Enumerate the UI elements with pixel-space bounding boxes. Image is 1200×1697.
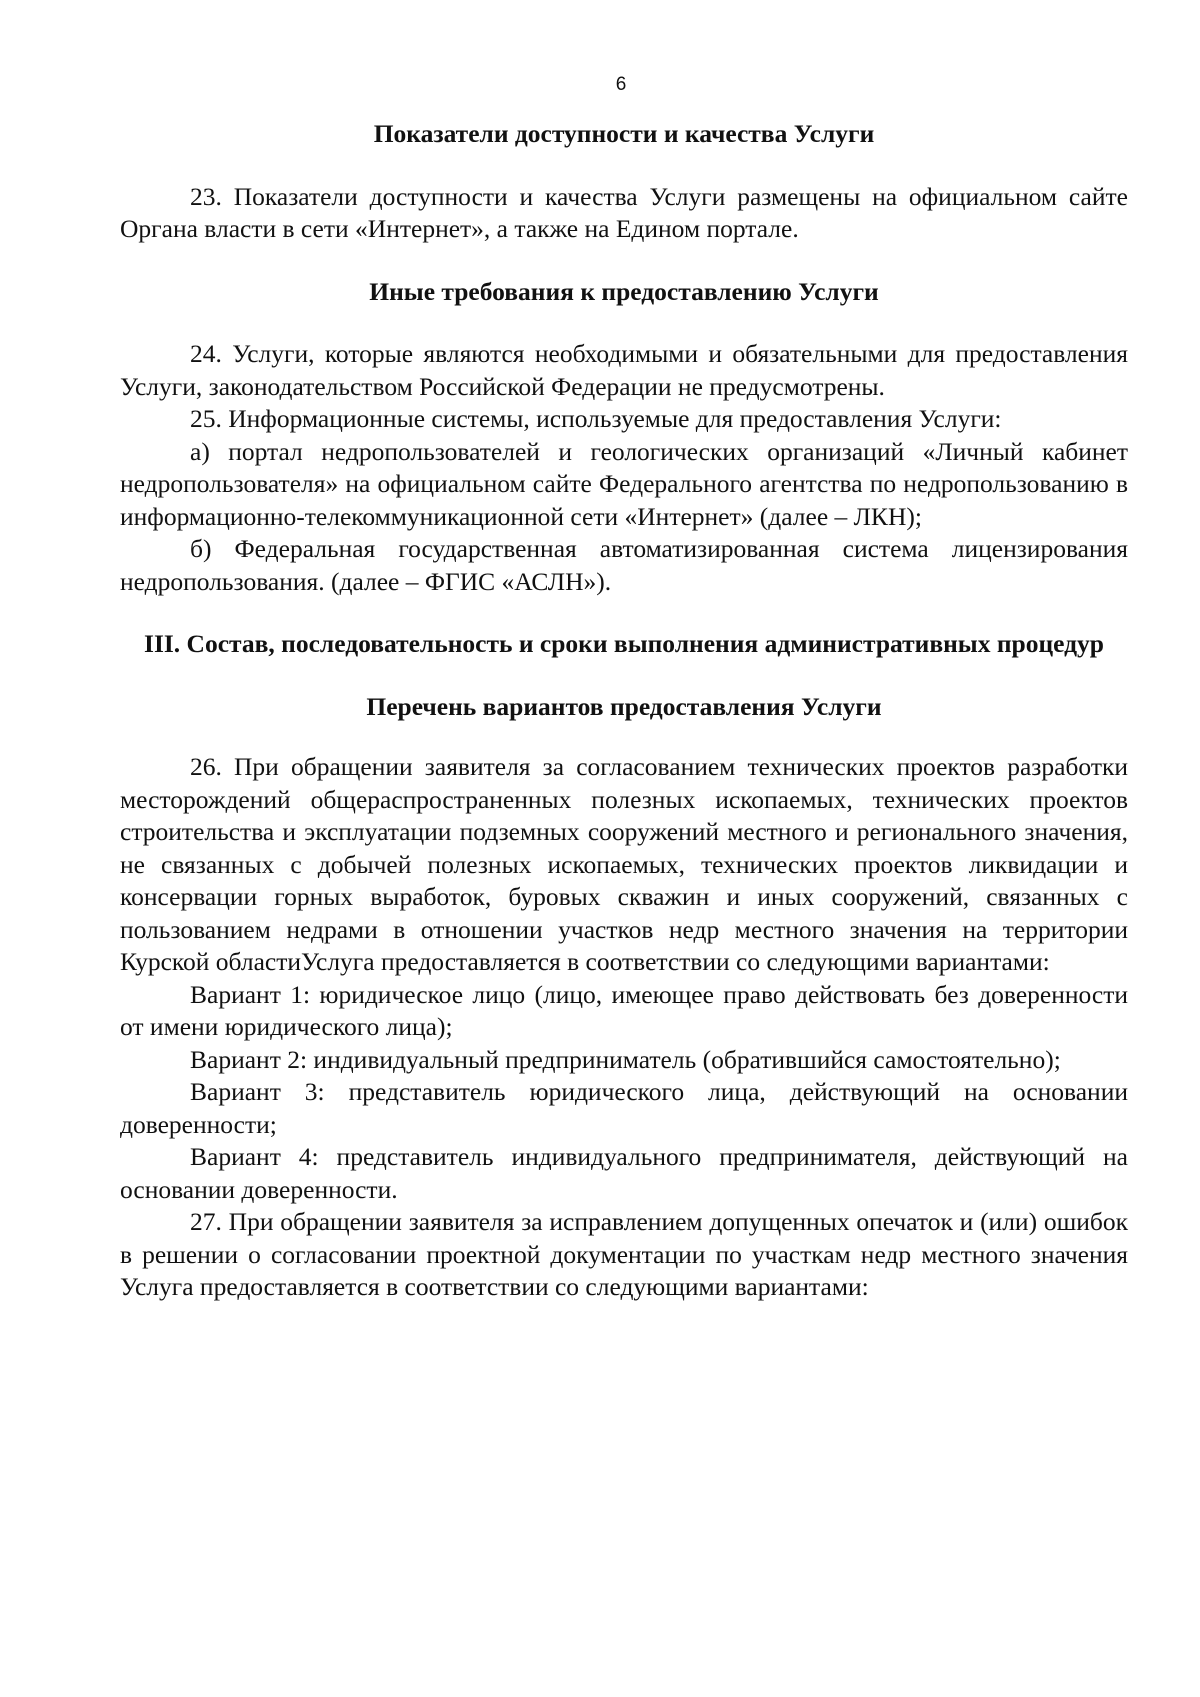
paragraph-23: 23. Показатели доступности и качества Услуги размещены на официальном сайте Органа власти в сети «Интернет», а также на Едином портале. [120,181,1128,243]
paragraph-27: 27. При обращении заявителя за исправлением допущенных опечаток и (или) ошибок в решении о согласовании проектной документации по участкам недр местного значения Услуга предоставляется в соответствии со следующими вариантами: [120,1207,1128,1301]
page-number: 6 [615,74,627,95]
paragraph-24: 24. Услуги, которые являются необходимыми и обязательными для предоставления Услуги, законодательством Российской Федерации не предусмотрены. [120,339,1128,401]
paragraph-25a: а) портал недропользователей и геологических организаций «Личный кабинет недропользователя» на официальном сайте Федерального агентства по недропользованию в информационно-телекоммуникационной сети «Интернет» (далее – ЛКН); [120,436,1128,531]
paragraph-25: 25. Информационные системы, используемые для предоставления Услуги: [190,404,1002,433]
section-heading-variants: Перечень вариантов предоставления Услуги [366,691,882,721]
variant-4: Вариант 4: представитель индивидуального предпринимателя, действующий на основании доверенности. [120,1142,1128,1204]
chapter-heading-iii: III. Состав, последовательность и сроки выполнения административных процедур [144,629,1104,658]
paragraph-26: 26. При обращении заявителя за согласованием технических проектов разработки месторождений общераспространенных полезных ископаемых, технических проектов строительства и эксплуатации подземных сооружений местного и регионального значения, не связанных с добычей полезных ископаемых, технических проектов ликвидации и консервации горных выработок, буровых скважин и иных сооружений, связанных с пользованием недрами в отношении участков недр местного значения на территории Курской областиУслуга предоставляется в соответствии со следующими вариантами: [120,752,1128,976]
section-heading-accessibility: Показатели доступности и качества Услуги [373,119,875,148]
paragraph-25b: б) Федеральная государственная автоматизированная система лицензирования недропользования. (далее – ФГИС «АСЛН»). [120,534,1128,596]
document-body [120,118,1128,1304]
section-heading-other-requirements: Иные требования к предоставлению Услуги [369,276,879,306]
variant-2: Вариант 2: индивидуальный предприниматель (обратившийся самостоятельно); [190,1044,1061,1074]
variant-1: Вариант 1: юридическое лицо (лицо, имеющее право действовать без доверенности от имени юридического лица); [120,979,1128,1041]
variant-3: Вариант 3: представитель юридического лица, действующий на основании доверенности; [120,1077,1128,1139]
